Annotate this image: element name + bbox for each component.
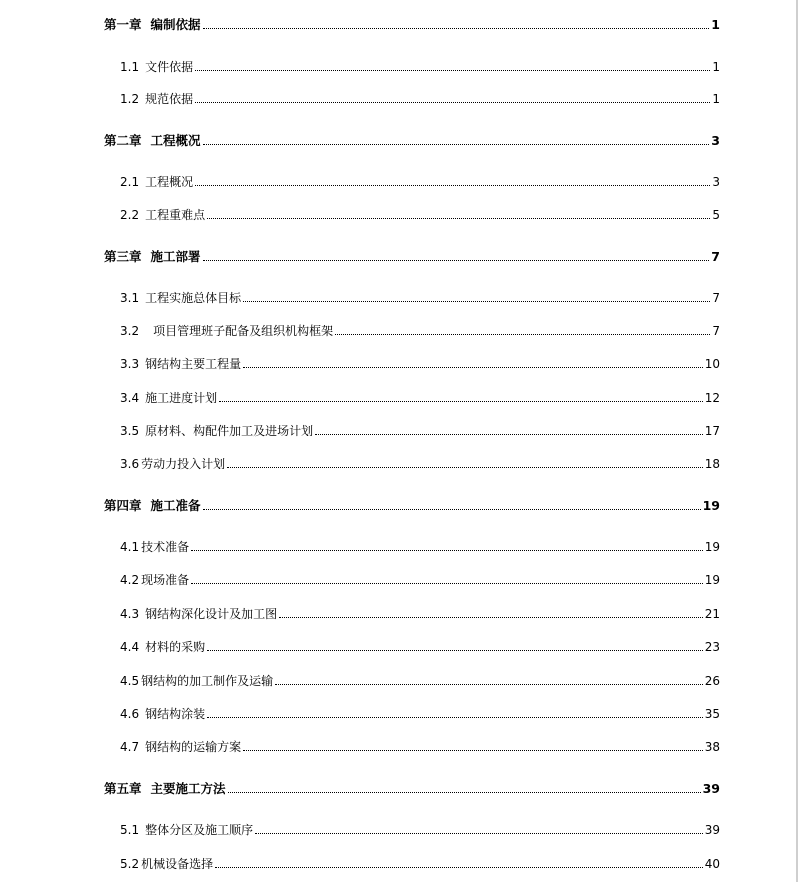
dot-leader bbox=[243, 300, 710, 302]
toc-section-2-1[interactable] bbox=[120, 174, 720, 190]
toc-title: 钢结构的运输方案 bbox=[145, 740, 242, 754]
toc-title: 施工进度计划 bbox=[145, 391, 218, 405]
toc-number: 第一章 bbox=[104, 17, 142, 32]
dot-leader bbox=[195, 101, 710, 103]
toc-title: 文件依据 bbox=[145, 60, 194, 74]
toc-page-number: 18 bbox=[704, 457, 720, 471]
toc-page-number: 39 bbox=[702, 781, 720, 796]
toc-number: 4.3 bbox=[120, 607, 140, 621]
toc-number: 5.2 bbox=[120, 857, 140, 871]
toc-number: 1.2 bbox=[120, 92, 140, 106]
dot-leader bbox=[335, 333, 710, 335]
toc-number: 3.6 bbox=[120, 457, 140, 471]
toc-number: 3.4 bbox=[120, 391, 140, 405]
dot-leader bbox=[207, 716, 703, 718]
dot-leader bbox=[195, 69, 710, 71]
dot-leader bbox=[228, 791, 701, 793]
dot-leader bbox=[203, 143, 710, 145]
dot-leader bbox=[227, 466, 703, 468]
toc-section-3-4[interactable] bbox=[120, 390, 720, 406]
dot-leader bbox=[279, 616, 703, 618]
toc-page-number: 19 bbox=[704, 573, 720, 587]
toc-page-number: 17 bbox=[704, 424, 720, 438]
toc-chapter-4[interactable] bbox=[104, 498, 720, 514]
toc-chapter-1[interactable] bbox=[104, 17, 720, 33]
toc-number: 3.3 bbox=[120, 357, 140, 371]
dot-leader bbox=[315, 433, 703, 435]
dot-leader bbox=[207, 649, 703, 651]
toc-section-4-5[interactable] bbox=[120, 673, 720, 689]
toc-section-2-2[interactable] bbox=[120, 207, 720, 223]
dot-leader bbox=[243, 749, 703, 751]
toc-number: 第五章 bbox=[104, 781, 142, 796]
toc-number: 第三章 bbox=[104, 249, 142, 264]
toc-title: 规范依据 bbox=[145, 92, 194, 106]
toc-title: 施工准备 bbox=[150, 498, 201, 513]
toc-section-4-3[interactable] bbox=[120, 606, 720, 622]
toc-number: 3.2 bbox=[120, 324, 140, 338]
toc-section-4-1[interactable] bbox=[120, 539, 720, 555]
toc-title: 技术准备 bbox=[141, 540, 190, 554]
toc-title: 原材料、构配件加工及进场计划 bbox=[145, 424, 314, 438]
toc-page-number: 1 bbox=[712, 60, 720, 74]
toc-number: 5.1 bbox=[120, 823, 140, 837]
toc-title: 主要施工方法 bbox=[150, 781, 226, 796]
toc-page-number: 1 bbox=[712, 92, 720, 106]
toc-page-number: 1 bbox=[711, 17, 720, 32]
toc-section-5-1[interactable] bbox=[120, 822, 720, 838]
toc-page-number: 39 bbox=[704, 823, 720, 837]
dot-leader bbox=[191, 549, 703, 551]
toc-page-number: 3 bbox=[712, 175, 720, 189]
dot-leader bbox=[243, 366, 703, 368]
toc-section-3-5[interactable] bbox=[120, 423, 720, 439]
toc-title: 钢结构主要工程量 bbox=[145, 357, 242, 371]
toc-number: 3.1 bbox=[120, 291, 140, 305]
toc-title: 工程概况 bbox=[145, 175, 194, 189]
toc-title: 钢结构涂装 bbox=[145, 707, 206, 721]
toc-page-number: 7 bbox=[712, 291, 720, 305]
toc-page-number: 12 bbox=[704, 391, 720, 405]
toc-section-1-1[interactable] bbox=[120, 59, 720, 75]
toc-page-number: 7 bbox=[712, 324, 720, 338]
toc-number: 4.7 bbox=[120, 740, 140, 754]
toc-title: 项目管理班子配备及组织机构框架 bbox=[153, 324, 334, 338]
toc-title: 工程概况 bbox=[150, 133, 201, 148]
toc-title: 整体分区及施工顺序 bbox=[145, 823, 254, 837]
toc-number: 4.6 bbox=[120, 707, 140, 721]
toc-section-1-2[interactable] bbox=[120, 91, 720, 107]
toc-page-number: 3 bbox=[711, 133, 720, 148]
toc-section-3-2[interactable] bbox=[120, 323, 720, 339]
toc-title: 编制依据 bbox=[150, 17, 201, 32]
toc-page-number: 21 bbox=[704, 607, 720, 621]
toc-title: 工程实施总体目标 bbox=[145, 291, 242, 305]
toc-number: 4.1 bbox=[120, 540, 140, 554]
toc-section-3-1[interactable] bbox=[120, 290, 720, 306]
toc-title: 施工部署 bbox=[150, 249, 201, 264]
toc-page-number: 5 bbox=[712, 208, 720, 222]
toc-page-number: 23 bbox=[704, 640, 720, 654]
toc-title: 工程重难点 bbox=[145, 208, 206, 222]
toc-page-number: 7 bbox=[711, 249, 720, 264]
toc-section-4-6[interactable] bbox=[120, 706, 720, 722]
toc-page-number: 35 bbox=[704, 707, 720, 721]
toc-section-5-2[interactable] bbox=[120, 856, 720, 872]
toc-section-4-4[interactable] bbox=[120, 639, 720, 655]
toc-chapter-3[interactable] bbox=[104, 249, 720, 265]
toc-page-number: 10 bbox=[704, 357, 720, 371]
dot-leader bbox=[195, 184, 710, 186]
toc-section-3-6[interactable] bbox=[120, 456, 720, 472]
toc-number: 第二章 bbox=[104, 133, 142, 148]
toc-section-4-2[interactable] bbox=[120, 572, 720, 588]
dot-leader bbox=[203, 259, 710, 261]
toc-number: 4.2 bbox=[120, 573, 140, 587]
toc-title: 钢结构深化设计及加工图 bbox=[145, 607, 278, 621]
toc-chapter-5[interactable] bbox=[104, 781, 720, 797]
toc-number: 第四章 bbox=[104, 498, 142, 513]
toc-title: 机械设备选择 bbox=[141, 857, 214, 871]
dot-leader bbox=[275, 683, 703, 685]
dot-leader bbox=[215, 866, 703, 868]
toc-number: 4.4 bbox=[120, 640, 140, 654]
toc-chapter-2[interactable] bbox=[104, 133, 720, 149]
toc-number: 1.1 bbox=[120, 60, 140, 74]
toc-number: 2.1 bbox=[120, 175, 140, 189]
dot-leader bbox=[203, 27, 710, 29]
dot-leader bbox=[219, 400, 703, 402]
dot-leader bbox=[203, 508, 701, 510]
toc-number: 3.5 bbox=[120, 424, 140, 438]
toc-number: 2.2 bbox=[120, 208, 140, 222]
toc-page-number: 19 bbox=[704, 540, 720, 554]
toc-page-number: 19 bbox=[702, 498, 720, 513]
dot-leader bbox=[255, 832, 703, 834]
toc-title: 劳动力投入计划 bbox=[141, 457, 226, 471]
toc-page-number: 38 bbox=[704, 740, 720, 754]
toc-number: 4.5 bbox=[120, 674, 140, 688]
toc-title: 材料的采购 bbox=[145, 640, 206, 654]
toc-title: 钢结构的加工制作及运输 bbox=[141, 674, 274, 688]
dot-leader bbox=[191, 582, 703, 584]
dot-leader bbox=[207, 217, 710, 219]
toc-section-4-7[interactable] bbox=[120, 739, 720, 755]
toc-title: 现场准备 bbox=[141, 573, 190, 587]
toc-page-number: 26 bbox=[704, 674, 720, 688]
toc-page-number: 40 bbox=[704, 857, 720, 871]
toc-section-3-3[interactable] bbox=[120, 356, 720, 372]
